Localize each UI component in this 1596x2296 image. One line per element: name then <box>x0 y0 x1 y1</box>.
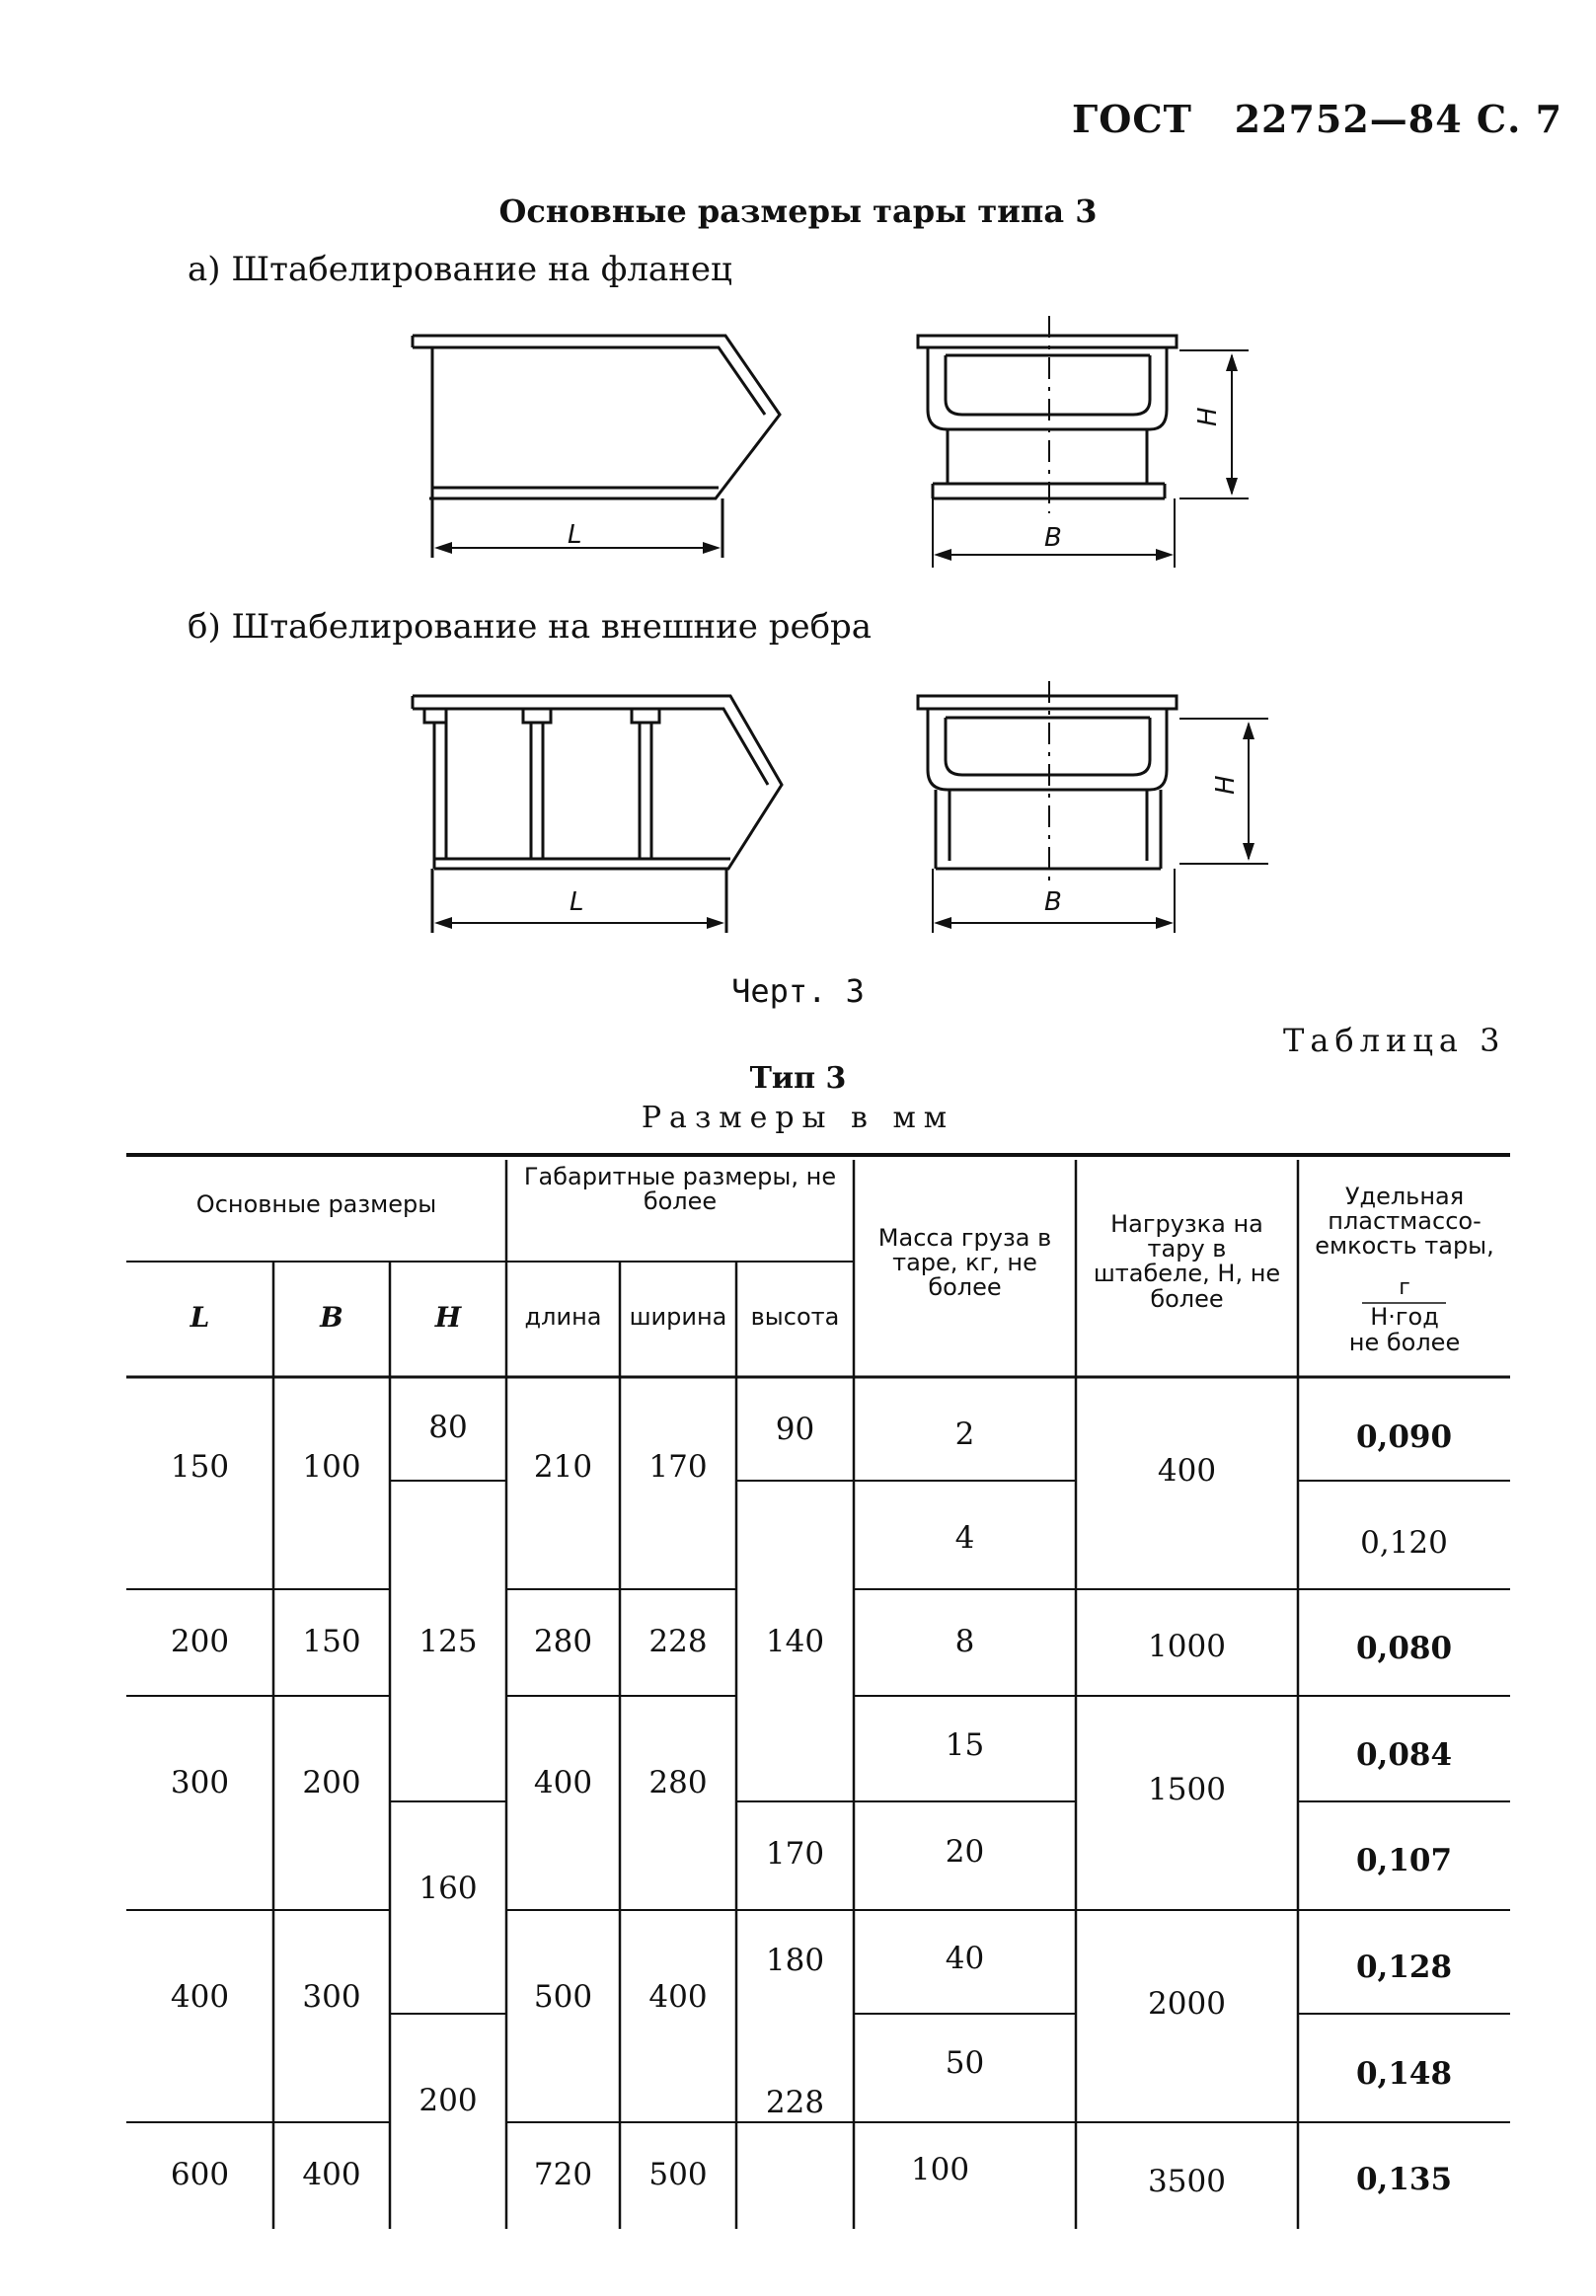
section-heading: Основные размеры тары типа 3 <box>498 192 1098 230</box>
cell-specific: 0,084 <box>1355 1737 1453 1773</box>
subheading-flange: а) Штабелирование на фланец <box>188 250 732 289</box>
cell-width: 170 <box>648 1449 708 1485</box>
header-col-L: L <box>190 1301 210 1334</box>
cell-load: 3500 <box>1148 2164 1226 2199</box>
dim-label-H-b: H <box>1211 775 1241 795</box>
cell-specific: 0,120 <box>1360 1525 1448 1561</box>
table-number: Таблица 3 <box>1283 1022 1506 1059</box>
cell-L: 200 <box>170 1624 230 1659</box>
cell-B: 300 <box>302 1979 361 2015</box>
header-col-load: Нагрузка на тару в штабеле, Н, не более <box>1093 1210 1281 1313</box>
header-main-sizes: Основные размеры <box>195 1190 437 1218</box>
header-col-B: B <box>320 1301 343 1334</box>
cell-mass: 40 <box>945 1941 985 1976</box>
cell-B: 400 <box>302 2157 361 2192</box>
cell-length: 720 <box>533 2157 593 2192</box>
cell-specific: 0,090 <box>1355 1419 1453 1455</box>
cell-L: 150 <box>170 1449 230 1485</box>
cell-load: 400 <box>1157 1453 1217 1489</box>
page-number: С. 7 <box>1476 97 1563 141</box>
cell-height: 90 <box>775 1412 815 1447</box>
cell-width: 400 <box>648 1979 708 2015</box>
cell-load: 2000 <box>1148 1986 1226 2022</box>
cell-B: 150 <box>302 1624 361 1659</box>
table-units: Размеры в мм <box>641 1101 955 1135</box>
cell-B: 200 <box>302 1765 361 1800</box>
header-spec-denominator: Н·год <box>1370 1303 1439 1331</box>
cell-specific: 0,080 <box>1355 1631 1453 1666</box>
cell-specific: 0,128 <box>1355 1950 1453 1985</box>
cell-B: 100 <box>302 1449 361 1485</box>
cell-H: 160 <box>418 1871 478 1906</box>
cell-width: 280 <box>648 1765 708 1800</box>
cell-height: 228 <box>765 2085 825 2120</box>
cell-width: 228 <box>648 1624 708 1659</box>
cell-mass: 8 <box>954 1624 975 1659</box>
header-col-H: H <box>434 1301 462 1334</box>
cell-height: 140 <box>765 1624 825 1659</box>
header-col-length: длина <box>524 1303 602 1331</box>
dim-label-H-a: H <box>1193 407 1223 426</box>
cell-L: 400 <box>170 1979 230 2015</box>
cell-load: 1500 <box>1148 1772 1226 1807</box>
cell-length: 400 <box>533 1765 593 1800</box>
cell-mass: 100 <box>910 2152 970 2187</box>
header-spec-numerator: г <box>1399 1275 1410 1300</box>
cell-mass: 50 <box>945 2045 985 2081</box>
cell-width: 500 <box>648 2157 708 2192</box>
header-spec-max: не более <box>1348 1329 1461 1356</box>
cell-mass: 15 <box>945 1727 985 1763</box>
cell-specific: 0,107 <box>1355 1843 1453 1878</box>
cell-H: 80 <box>428 1410 468 1445</box>
cell-height: 180 <box>765 1943 825 1978</box>
table-type: Тип 3 <box>749 1061 847 1096</box>
figure-caption: Черт. 3 <box>731 972 865 1010</box>
header-col-width: ширина <box>629 1303 727 1331</box>
header-col-specific: Удельная пластмассо-емкость тары, <box>1315 1183 1494 1261</box>
cell-mass: 4 <box>954 1520 975 1556</box>
dim-label-L-b: L <box>570 887 584 917</box>
dim-label-B-b: B <box>1044 887 1062 917</box>
cell-mass: 2 <box>954 1416 975 1452</box>
cell-H: 125 <box>418 1624 478 1659</box>
header-col-mass: Масса груза в таре, кг, не более <box>877 1224 1052 1302</box>
cell-load: 1000 <box>1148 1629 1226 1664</box>
cell-specific: 0,148 <box>1355 2056 1453 2092</box>
cell-height: 170 <box>765 1836 825 1872</box>
dim-label-B-a: B <box>1044 523 1062 553</box>
cell-L: 600 <box>170 2157 230 2192</box>
cell-H: 200 <box>418 2083 478 2118</box>
cell-L: 300 <box>170 1765 230 1800</box>
cell-length: 500 <box>533 1979 593 2015</box>
header-col-height: высота <box>750 1303 840 1331</box>
cell-mass: 20 <box>945 1834 985 1870</box>
dim-label-L-a: L <box>568 520 582 550</box>
header-gabarit: Габаритные размеры, не более <box>523 1163 837 1216</box>
cell-length: 210 <box>533 1449 593 1485</box>
subheading-ribs: б) Штабелирование на внешние ребра <box>188 607 873 647</box>
cell-length: 280 <box>533 1624 593 1659</box>
cell-specific: 0,135 <box>1355 2162 1453 2197</box>
standard-code: ГОСТ <box>1072 97 1192 141</box>
standard-number: 22752—84 <box>1234 97 1463 141</box>
